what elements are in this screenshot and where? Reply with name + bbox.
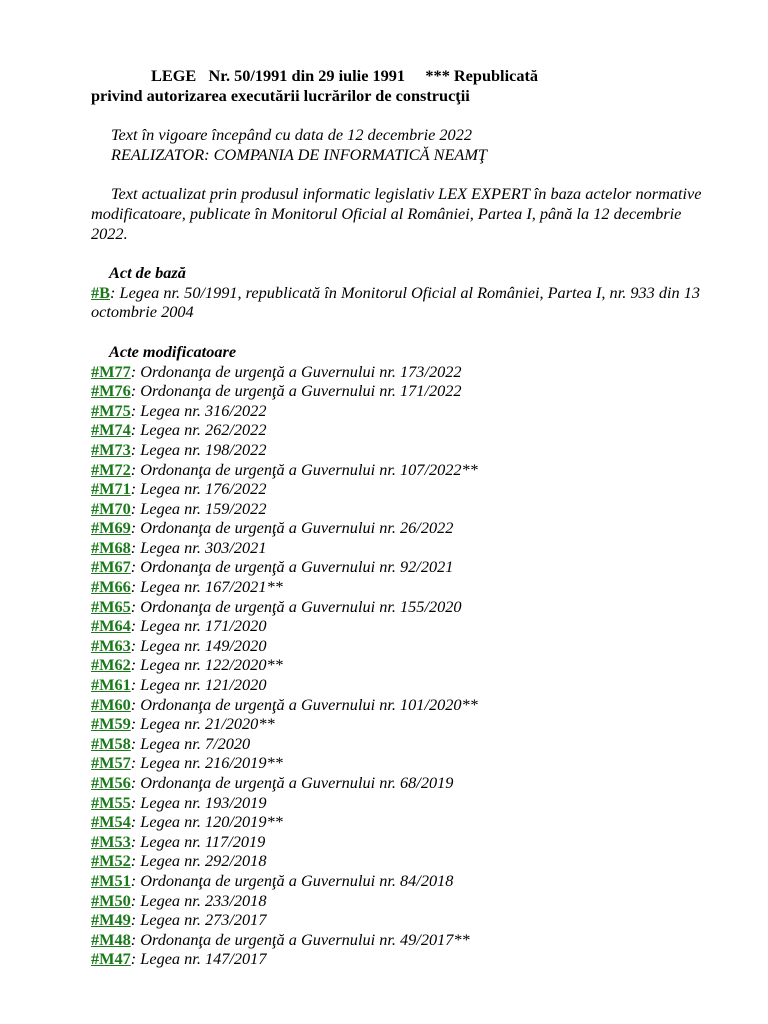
act-link[interactable]: #M64 [91,616,131,636]
act-description: : Ordonanţa de urgenţă a Guvernului nr. 92/2021 [130,557,454,577]
act-link[interactable]: #M75 [91,400,131,420]
act-link[interactable]: #M61 [91,675,131,695]
act-link[interactable]: #M70 [91,498,131,518]
act-link[interactable]: #M62 [91,655,131,675]
act-link[interactable]: #M58 [91,733,131,753]
act-link[interactable]: #M76 [91,381,131,401]
act-link[interactable]: #M52 [91,851,131,871]
list-item [91,479,708,499]
act-description: : Legea nr. 149/2020 [130,635,267,655]
act-link[interactable]: #M71 [91,479,131,499]
act-link[interactable]: #M60 [91,694,131,714]
act-description: : Ordonanţa de urgenţă a Guvernului nr. 107/2022** [130,459,478,479]
act-link[interactable]: #M73 [91,439,131,459]
act-description: : Legea nr. 292/2018 [130,851,267,871]
act-description: : Legea nr. 316/2022 [130,400,267,420]
act-link[interactable]: #M69 [91,518,131,538]
act-description: : Ordonanţa de urgenţă a Guvernului nr. 84/2018 [130,870,454,890]
list-item [91,851,708,871]
act-description: : Legea nr. 167/2021** [130,577,283,597]
act-description: : Legea nr. 147/2017 [130,949,267,969]
list-item [91,401,708,421]
act-link[interactable]: #M68 [91,537,131,557]
list-item [91,440,708,460]
act-link[interactable]: #M72 [91,459,131,479]
list-item [91,499,708,519]
act-link[interactable]: #M48 [91,929,131,949]
act-description: : Ordonanţa de urgenţă a Guvernului nr. 171/2022 [130,381,462,401]
acte-modificatoare-heading: Acte modificatoare [109,341,237,361]
list-item [91,930,708,950]
list-item [91,910,708,930]
act-baza-heading: Act de bază [109,263,186,283]
list-item [91,636,708,656]
list-item [91,557,708,577]
act-description: : Legea nr. 303/2021 [130,537,267,557]
act-link[interactable]: #M47 [91,949,131,969]
actualizat-paragraph: Text actualizat prin produsul informatic legislativ LEX EXPERT în baza actelor normative modificatoare, publicate în Monitorul Oficial al României, Partea I, până la 12 decembrie 2022. [91,184,702,243]
list-item [91,773,708,793]
list-item [91,949,708,969]
list-item [91,695,708,715]
act-description: : Ordonanţa de urgenţă a Guvernului nr. 68/2019 [130,773,454,792]
act-description: : Legea nr. 198/2022 [130,439,267,459]
act-description: : Legea nr. 273/2017 [130,910,267,930]
act-description: : Legea nr. 193/2019 [130,792,267,812]
act-link[interactable]: #M49 [91,910,131,930]
list-item [91,891,708,911]
act-description: : Ordonanţa de urgenţă a Guvernului nr. 49/2017** [130,929,470,949]
act-link[interactable]: #M50 [91,890,131,910]
act-link[interactable]: #M53 [91,831,131,851]
list-item [91,597,708,617]
act-description: : Legea nr. 262/2022 [130,420,267,440]
list-item [91,381,708,401]
act-link[interactable]: #M65 [91,596,131,616]
act-link[interactable]: #M51 [91,870,131,890]
act-description: : Legea nr. 176/2022 [130,479,267,499]
list-item [91,753,708,773]
act-description: : Legea nr. 121/2020 [130,675,267,695]
act-link[interactable]: #M66 [91,577,131,597]
act-link[interactable]: #M63 [91,635,131,655]
act-link[interactable]: #M54 [91,812,131,832]
list-item [91,714,708,734]
list-item [91,362,708,382]
act-description: : Ordonanţa de urgenţă a Guvernului nr. 173/2022 [130,361,462,381]
act-description: : Legea nr. 120/2019** [130,812,283,832]
acte-modificatoare-list [91,362,708,969]
act-link[interactable]: #M55 [91,792,131,812]
act-link[interactable]: #M67 [91,557,131,577]
act-link[interactable]: #M77 [91,361,131,381]
act-baza-text: : Legea nr. 50/1991, republicată în Monitorul Oficial al României, Partea I, nr. 933 din 13 octombrie 2004 [91,282,701,322]
list-item [91,420,708,440]
act-description: : Ordonanţa de urgenţă a Guvernului nr. 26/2022 [130,518,454,538]
list-item [91,812,708,832]
act-description: : Legea nr. 233/2018 [130,890,267,910]
act-description: : Legea nr. 21/2020** [130,714,275,734]
act-description: : Legea nr. 171/2020 [130,616,267,636]
list-item [91,518,708,538]
list-item [91,675,708,695]
act-link[interactable]: #M56 [91,773,131,792]
act-link[interactable]: #M59 [91,714,131,734]
act-link[interactable]: #M74 [91,420,131,440]
act-description: : Legea nr. 117/2019 [130,831,266,851]
list-item [91,734,708,754]
law-title: LEGE Nr. 50/1991 din 29 iulie 1991 *** Republicată [151,66,539,85]
realizator-text: REALIZATOR: COMPANIA DE INFORMATICĂ NEAMŢ [111,144,487,164]
list-item [91,832,708,852]
list-item [91,616,708,636]
act-description: : Legea nr. 7/2020 [130,733,251,753]
act-description: : Legea nr. 122/2020** [130,655,283,675]
list-item [91,577,708,597]
law-subtitle: privind autorizarea executării lucrărilor de construcţii [91,85,470,105]
list-item [91,655,708,675]
act-description: : Legea nr. 216/2019** [130,753,283,773]
list-item [91,460,708,480]
list-item [91,538,708,558]
act-link[interactable]: #M57 [91,753,131,773]
act-description: : Ordonanţa de urgenţă a Guvernului nr. 101/2020** [130,694,478,714]
vigoare-text: Text în vigoare începând cu data de 12 decembrie 2022 [111,125,472,145]
act-baza-entry [91,283,708,322]
act-description: : Ordonanţa de urgenţă a Guvernului nr. 155/2020 [130,596,462,616]
list-item [91,871,708,891]
act-baza-link[interactable]: #B [91,282,111,302]
act-description: : Legea nr. 159/2022 [130,498,267,518]
list-item [91,793,708,813]
